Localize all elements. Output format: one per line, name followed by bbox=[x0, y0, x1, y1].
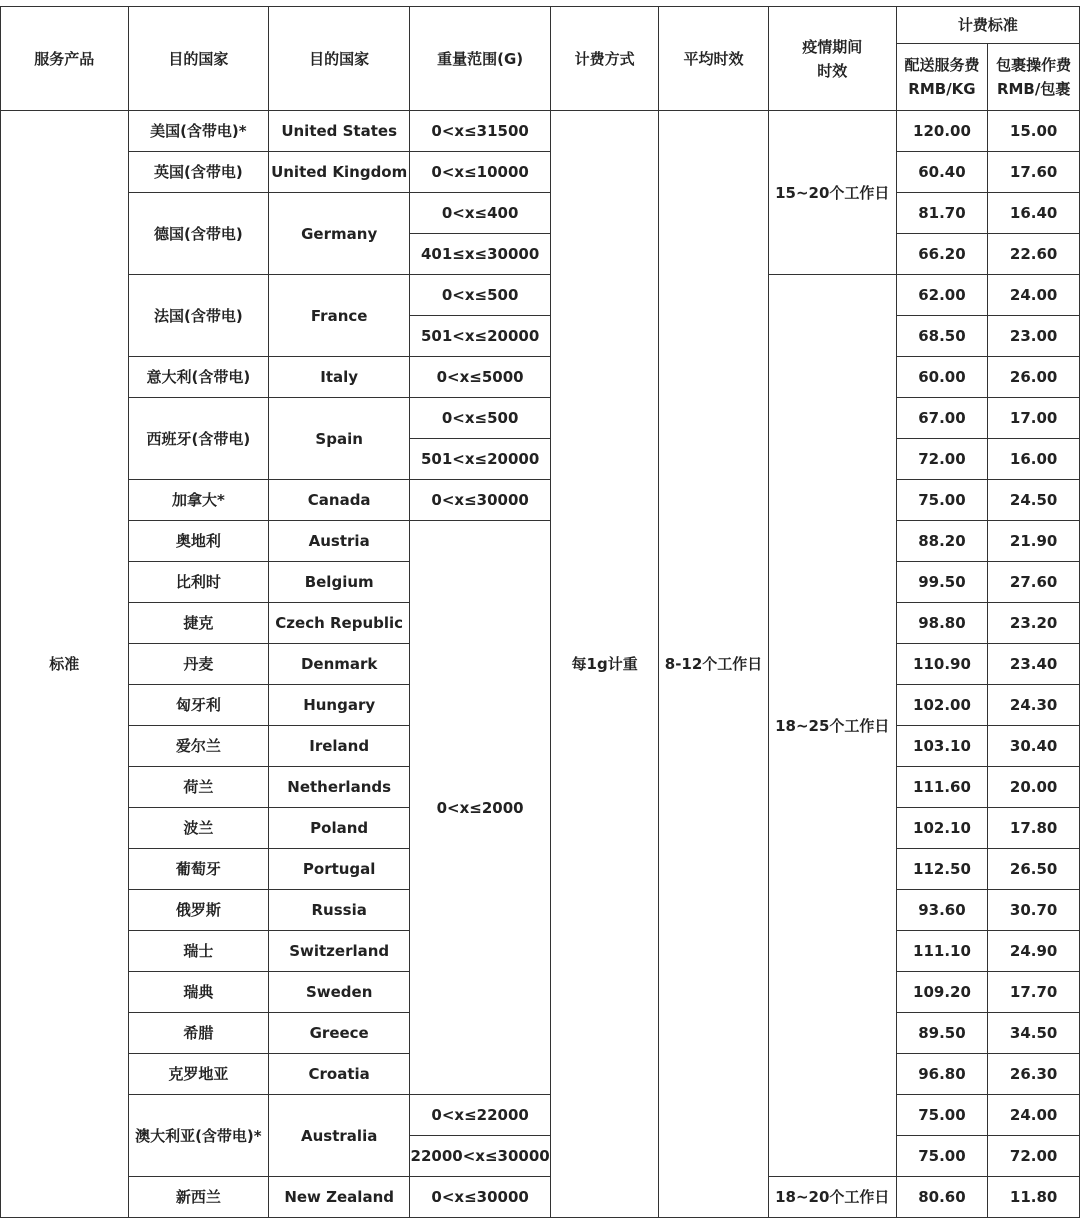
rate-table bbox=[0, 6, 1080, 1218]
country-cn-cell: 丹麦 bbox=[128, 644, 269, 685]
delivery-fee-cell: 99.50 bbox=[896, 562, 988, 603]
country-cn-cell: 爱尔兰 bbox=[128, 726, 269, 767]
weight-range-cell: 0<x≤500 bbox=[410, 398, 551, 439]
country-en-cell: Ireland bbox=[269, 726, 410, 767]
country-cn-cell: 意大利(含带电) bbox=[128, 357, 269, 398]
header-delivery-line1: 配送服务费 bbox=[904, 56, 980, 74]
table-row bbox=[1, 480, 1080, 521]
header-handling-fee bbox=[988, 44, 1080, 111]
country-en-cell: Belgium bbox=[269, 562, 410, 603]
header-handling-line2: RMB/包裹 bbox=[996, 80, 1071, 98]
weight-range-cell: 0<x≤30000 bbox=[410, 480, 551, 521]
handling-fee-cell: 30.70 bbox=[988, 890, 1080, 931]
handling-fee-cell: 16.40 bbox=[988, 193, 1080, 234]
handling-fee-cell: 17.80 bbox=[988, 808, 1080, 849]
header-row bbox=[1, 7, 1080, 44]
table-row bbox=[1, 1177, 1080, 1218]
country-cn-cell: 德国(含带电) bbox=[128, 193, 269, 275]
delivery-fee-cell: 110.90 bbox=[896, 644, 988, 685]
handling-fee-cell: 23.40 bbox=[988, 644, 1080, 685]
country-en-cell: Greece bbox=[269, 1013, 410, 1054]
handling-fee-cell: 23.20 bbox=[988, 603, 1080, 644]
delivery-fee-cell: 75.00 bbox=[896, 480, 988, 521]
handling-fee-cell: 26.30 bbox=[988, 1054, 1080, 1095]
table-row bbox=[1, 193, 1080, 234]
avg-time-cell: 8-12个工作日 bbox=[659, 111, 769, 1218]
weight-range-cell: 0<x≤400 bbox=[410, 193, 551, 234]
country-cn-cell: 加拿大* bbox=[128, 480, 269, 521]
handling-fee-cell: 16.00 bbox=[988, 439, 1080, 480]
country-en-cell: United States bbox=[269, 111, 410, 152]
table-row bbox=[1, 275, 1080, 316]
country-cn-cell: 新西兰 bbox=[128, 1177, 269, 1218]
delivery-fee-cell: 67.00 bbox=[896, 398, 988, 439]
country-cn-cell: 波兰 bbox=[128, 808, 269, 849]
handling-fee-cell: 23.00 bbox=[988, 316, 1080, 357]
handling-fee-cell: 24.00 bbox=[988, 275, 1080, 316]
country-en-cell: Poland bbox=[269, 808, 410, 849]
country-en-cell: Italy bbox=[269, 357, 410, 398]
header-avg-time: 平均时效 bbox=[659, 7, 769, 111]
country-en-cell: Switzerland bbox=[269, 931, 410, 972]
weight-range-cell: 0<x≤22000 bbox=[410, 1095, 551, 1136]
handling-fee-cell: 24.00 bbox=[988, 1095, 1080, 1136]
country-cn-cell: 美国(含带电)* bbox=[128, 111, 269, 152]
weight-range-cell: 401≤x≤30000 bbox=[410, 234, 551, 275]
country-cn-cell: 捷克 bbox=[128, 603, 269, 644]
table-row bbox=[1, 521, 1080, 562]
header-epidemic-line1: 疫情期间 bbox=[802, 37, 863, 56]
delivery-fee-cell: 72.00 bbox=[896, 439, 988, 480]
country-cn-cell: 英国(含带电) bbox=[128, 152, 269, 193]
country-cn-cell: 俄罗斯 bbox=[128, 890, 269, 931]
country-en-cell: France bbox=[269, 275, 410, 357]
delivery-fee-cell: 75.00 bbox=[896, 1095, 988, 1136]
country-cn-cell: 匈牙利 bbox=[128, 685, 269, 726]
handling-fee-cell: 17.70 bbox=[988, 972, 1080, 1013]
table-row bbox=[1, 357, 1080, 398]
header-delivery-line2: RMB/KG bbox=[908, 80, 976, 98]
country-en-cell: Canada bbox=[269, 480, 410, 521]
country-cn-cell: 瑞士 bbox=[128, 931, 269, 972]
handling-fee-cell: 24.30 bbox=[988, 685, 1080, 726]
handling-fee-cell: 20.00 bbox=[988, 767, 1080, 808]
table-row bbox=[1, 398, 1080, 439]
handling-fee-cell: 30.40 bbox=[988, 726, 1080, 767]
country-cn-cell: 克罗地亚 bbox=[128, 1054, 269, 1095]
handling-fee-cell: 21.90 bbox=[988, 521, 1080, 562]
delivery-fee-cell: 60.00 bbox=[896, 357, 988, 398]
header-weight: 重量范围(G) bbox=[410, 7, 551, 111]
delivery-fee-cell: 93.60 bbox=[896, 890, 988, 931]
delivery-fee-cell: 88.20 bbox=[896, 521, 988, 562]
weight-range-cell: 0<x≤2000 bbox=[410, 521, 551, 1095]
country-en-cell: Croatia bbox=[269, 1054, 410, 1095]
table-row bbox=[1, 152, 1080, 193]
handling-fee-cell: 22.60 bbox=[988, 234, 1080, 275]
country-en-cell: Sweden bbox=[269, 972, 410, 1013]
header-epidemic-time bbox=[768, 7, 896, 111]
delivery-fee-cell: 102.00 bbox=[896, 685, 988, 726]
table-row bbox=[1, 111, 1080, 152]
handling-fee-cell: 17.00 bbox=[988, 398, 1080, 439]
weight-range-cell: 0<x≤31500 bbox=[410, 111, 551, 152]
country-en-cell: Hungary bbox=[269, 685, 410, 726]
delivery-fee-cell: 112.50 bbox=[896, 849, 988, 890]
delivery-fee-cell: 81.70 bbox=[896, 193, 988, 234]
billing-method-cell: 每1g计重 bbox=[551, 111, 659, 1218]
delivery-fee-cell: 89.50 bbox=[896, 1013, 988, 1054]
delivery-fee-cell: 109.20 bbox=[896, 972, 988, 1013]
handling-fee-cell: 34.50 bbox=[988, 1013, 1080, 1054]
header-epidemic-line2: 时效 bbox=[817, 61, 848, 80]
delivery-fee-cell: 66.20 bbox=[896, 234, 988, 275]
epidemic-time-cell: 15~20个工作日 bbox=[768, 111, 896, 275]
epidemic-time-cell: 18~20个工作日 bbox=[768, 1177, 896, 1218]
header-dest-en: 目的国家 bbox=[269, 7, 410, 111]
service-product-cell: 标准 bbox=[1, 111, 129, 1218]
delivery-fee-cell: 75.00 bbox=[896, 1136, 988, 1177]
country-cn-cell: 葡萄牙 bbox=[128, 849, 269, 890]
handling-fee-cell: 15.00 bbox=[988, 111, 1080, 152]
country-en-cell: Portugal bbox=[269, 849, 410, 890]
country-en-cell: Australia bbox=[269, 1095, 410, 1177]
country-en-cell: Denmark bbox=[269, 644, 410, 685]
weight-range-cell: 0<x≤10000 bbox=[410, 152, 551, 193]
country-en-cell: Russia bbox=[269, 890, 410, 931]
country-cn-cell: 荷兰 bbox=[128, 767, 269, 808]
country-cn-cell: 西班牙(含带电) bbox=[128, 398, 269, 480]
handling-fee-cell: 26.50 bbox=[988, 849, 1080, 890]
delivery-fee-cell: 111.60 bbox=[896, 767, 988, 808]
header-billing: 计费方式 bbox=[551, 7, 659, 111]
country-cn-cell: 法国(含带电) bbox=[128, 275, 269, 357]
country-en-cell: Austria bbox=[269, 521, 410, 562]
header-delivery-fee bbox=[896, 44, 988, 111]
handling-fee-cell: 17.60 bbox=[988, 152, 1080, 193]
handling-fee-cell: 11.80 bbox=[988, 1177, 1080, 1218]
epidemic-time-cell: 18~25个工作日 bbox=[768, 275, 896, 1177]
rate-table-container bbox=[0, 6, 1080, 1218]
weight-range-cell: 501<x≤20000 bbox=[410, 439, 551, 480]
handling-fee-cell: 27.60 bbox=[988, 562, 1080, 603]
country-cn-cell: 比利时 bbox=[128, 562, 269, 603]
header-fee-standard: 计费标准 bbox=[896, 7, 1079, 44]
header-service: 服务产品 bbox=[1, 7, 129, 111]
country-en-cell: Spain bbox=[269, 398, 410, 480]
delivery-fee-cell: 96.80 bbox=[896, 1054, 988, 1095]
delivery-fee-cell: 120.00 bbox=[896, 111, 988, 152]
delivery-fee-cell: 103.10 bbox=[896, 726, 988, 767]
country-cn-cell: 奥地利 bbox=[128, 521, 269, 562]
country-en-cell: Czech Republic bbox=[269, 603, 410, 644]
weight-range-cell: 22000<x≤30000 bbox=[410, 1136, 551, 1177]
weight-range-cell: 0<x≤30000 bbox=[410, 1177, 551, 1218]
delivery-fee-cell: 102.10 bbox=[896, 808, 988, 849]
country-en-cell: Germany bbox=[269, 193, 410, 275]
country-en-cell: Netherlands bbox=[269, 767, 410, 808]
weight-range-cell: 0<x≤5000 bbox=[410, 357, 551, 398]
delivery-fee-cell: 98.80 bbox=[896, 603, 988, 644]
country-en-cell: United Kingdom bbox=[269, 152, 410, 193]
weight-range-cell: 0<x≤500 bbox=[410, 275, 551, 316]
country-en-cell: New Zealand bbox=[269, 1177, 410, 1218]
handling-fee-cell: 24.50 bbox=[988, 480, 1080, 521]
handling-fee-cell: 24.90 bbox=[988, 931, 1080, 972]
handling-fee-cell: 72.00 bbox=[988, 1136, 1080, 1177]
delivery-fee-cell: 68.50 bbox=[896, 316, 988, 357]
delivery-fee-cell: 111.10 bbox=[896, 931, 988, 972]
delivery-fee-cell: 80.60 bbox=[896, 1177, 988, 1218]
country-cn-cell: 澳大利亚(含带电)* bbox=[128, 1095, 269, 1177]
country-cn-cell: 希腊 bbox=[128, 1013, 269, 1054]
handling-fee-cell: 26.00 bbox=[988, 357, 1080, 398]
country-cn-cell: 瑞典 bbox=[128, 972, 269, 1013]
header-dest-cn: 目的国家 bbox=[128, 7, 269, 111]
weight-range-cell: 501<x≤20000 bbox=[410, 316, 551, 357]
delivery-fee-cell: 60.40 bbox=[896, 152, 988, 193]
header-handling-line1: 包裹操作费 bbox=[996, 56, 1072, 74]
delivery-fee-cell: 62.00 bbox=[896, 275, 988, 316]
table-row bbox=[1, 1095, 1080, 1136]
